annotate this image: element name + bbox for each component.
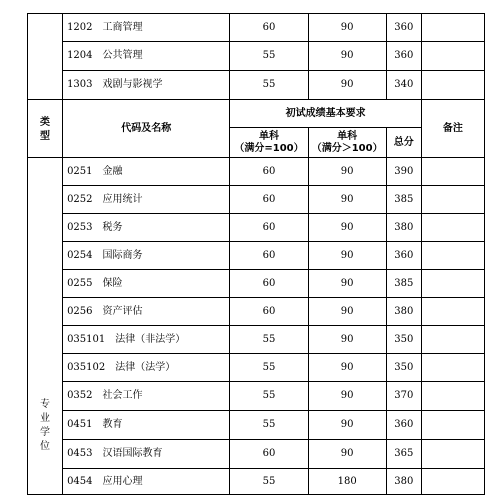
code-name-cell: 0252 应用统计 xyxy=(63,186,230,214)
code-name-header: 代码及名称 xyxy=(63,100,230,158)
total-cell: 385 xyxy=(386,270,421,298)
total-cell: 360 xyxy=(386,242,421,270)
single-high-cell: 90 xyxy=(308,440,386,469)
note-cell xyxy=(421,242,484,270)
single-low-header: 单科 （满分=100） xyxy=(230,128,308,158)
single-high-cell: 90 xyxy=(308,354,386,382)
type-header: 类 型 xyxy=(28,100,63,158)
single-low-cell: 60 xyxy=(230,158,308,186)
table-row xyxy=(28,469,485,495)
note-cell xyxy=(421,186,484,214)
note-cell xyxy=(421,440,484,469)
single-high-cell: 90 xyxy=(308,270,386,298)
code-name-cell: 1202 工商管理 xyxy=(63,14,230,42)
single-low-cell: 60 xyxy=(230,270,308,298)
table-row xyxy=(28,382,485,411)
single-high-cell: 90 xyxy=(308,158,386,186)
table-row xyxy=(28,214,485,242)
code-name-cell: 0254 国际商务 xyxy=(63,242,230,270)
single-high-cell: 90 xyxy=(308,411,386,440)
note-cell xyxy=(421,270,484,298)
single-low-cell: 55 xyxy=(230,469,308,495)
note-header: 备注 xyxy=(421,100,484,158)
code-name-cell: 0251 金融 xyxy=(63,158,230,186)
single-high-cell: 90 xyxy=(308,326,386,354)
header-row xyxy=(28,100,485,128)
total-header: 总分 xyxy=(386,128,421,158)
total-cell: 380 xyxy=(386,298,421,326)
table-row xyxy=(28,326,485,354)
table-row xyxy=(28,14,485,42)
single-high-cell: 90 xyxy=(308,382,386,411)
note-cell xyxy=(421,469,484,495)
total-cell: 340 xyxy=(386,71,421,100)
total-cell: 385 xyxy=(386,186,421,214)
single-low-cell: 60 xyxy=(230,298,308,326)
note-cell xyxy=(421,214,484,242)
single-high-cell: 90 xyxy=(308,71,386,100)
table-row xyxy=(28,242,485,270)
code-name-cell: 0253 税务 xyxy=(63,214,230,242)
total-cell: 380 xyxy=(386,214,421,242)
note-cell xyxy=(421,411,484,440)
single-low-cell: 55 xyxy=(230,71,308,100)
note-cell xyxy=(421,298,484,326)
single-high-cell: 90 xyxy=(308,186,386,214)
code-name-cell: 0453 汉语国际教育 xyxy=(63,440,230,469)
single-high-header: 单科 （满分＞100） xyxy=(308,128,386,158)
total-cell: 350 xyxy=(386,326,421,354)
total-cell: 350 xyxy=(386,354,421,382)
code-name-cell: 0255 保险 xyxy=(63,270,230,298)
requirement-header: 初试成绩基本要求 xyxy=(230,100,421,128)
single-low-cell: 60 xyxy=(230,214,308,242)
single-high-cell: 90 xyxy=(308,242,386,270)
total-cell: 360 xyxy=(386,411,421,440)
code-name-cell: 0352 社会工作 xyxy=(63,382,230,411)
single-high-cell: 180 xyxy=(308,469,386,495)
table-row xyxy=(28,71,485,100)
single-low-cell: 60 xyxy=(230,440,308,469)
table-row xyxy=(28,354,485,382)
note-cell xyxy=(421,354,484,382)
single-low-cell: 55 xyxy=(230,326,308,354)
note-cell xyxy=(421,158,484,186)
total-cell: 360 xyxy=(386,42,421,71)
score-requirements-table xyxy=(27,13,485,495)
table-row xyxy=(28,158,485,186)
single-low-cell: 55 xyxy=(230,411,308,440)
note-cell xyxy=(421,14,484,42)
table-row xyxy=(28,298,485,326)
single-low-cell: 60 xyxy=(230,186,308,214)
code-name-cell: 0454 应用心理 xyxy=(63,469,230,495)
total-cell: 365 xyxy=(386,440,421,469)
total-cell: 390 xyxy=(386,158,421,186)
single-low-cell: 55 xyxy=(230,42,308,71)
table-row xyxy=(28,411,485,440)
total-cell: 370 xyxy=(386,382,421,411)
note-cell xyxy=(421,382,484,411)
table-row xyxy=(28,186,485,214)
type-cell-professional-degree: 专 业 学 位 xyxy=(28,158,63,495)
code-name-cell: 0451 教育 xyxy=(63,411,230,440)
note-cell xyxy=(421,42,484,71)
single-high-cell: 90 xyxy=(308,214,386,242)
single-low-cell: 60 xyxy=(230,242,308,270)
type-cell-continued xyxy=(28,14,63,100)
code-name-cell: 1204 公共管理 xyxy=(63,42,230,71)
total-cell: 380 xyxy=(386,469,421,495)
code-name-cell: 035102 法律（法学） xyxy=(63,354,230,382)
single-high-cell: 90 xyxy=(308,42,386,71)
single-high-cell: 90 xyxy=(308,14,386,42)
total-cell: 360 xyxy=(386,14,421,42)
table-row xyxy=(28,440,485,469)
single-low-cell: 60 xyxy=(230,14,308,42)
code-name-cell: 035101 法律（非法学） xyxy=(63,326,230,354)
code-name-cell: 0256 资产评估 xyxy=(63,298,230,326)
table-row xyxy=(28,270,485,298)
note-cell xyxy=(421,326,484,354)
table-row xyxy=(28,42,485,71)
note-cell xyxy=(421,71,484,100)
single-low-cell: 55 xyxy=(230,382,308,411)
single-high-cell: 90 xyxy=(308,298,386,326)
single-low-cell: 55 xyxy=(230,354,308,382)
code-name-cell: 1303 戏剧与影视学 xyxy=(63,71,230,100)
